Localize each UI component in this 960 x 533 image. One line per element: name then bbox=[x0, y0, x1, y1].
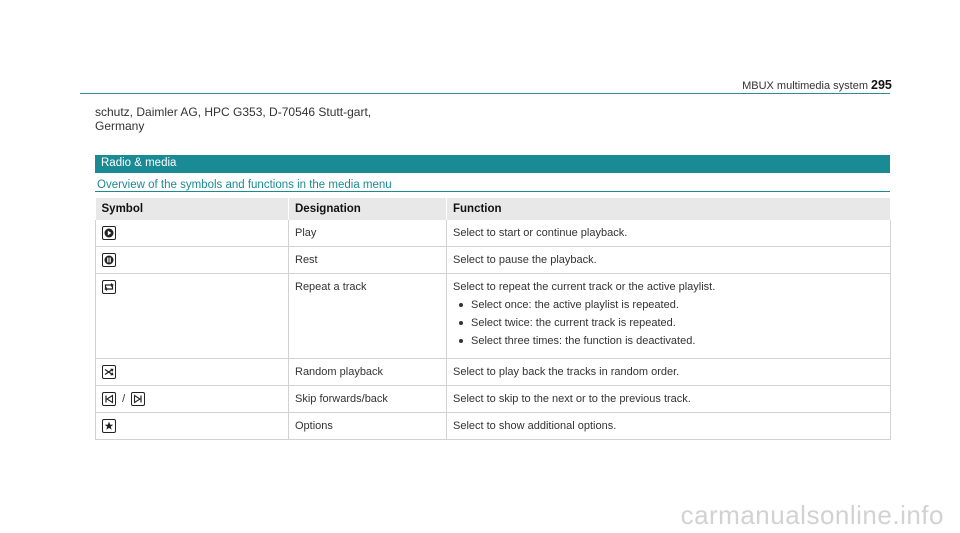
designation-cell: Skip forwards/back bbox=[289, 386, 447, 413]
table-row bbox=[96, 274, 891, 359]
designation-cell: Random playback bbox=[289, 359, 447, 386]
column-header-function: Function bbox=[447, 198, 891, 220]
subsection-title: Overview of the symbols and functions in the media menu bbox=[97, 179, 392, 191]
function-text: Select to repeat the current track or the active playlist. bbox=[453, 281, 716, 294]
designation-cell: Rest bbox=[289, 247, 447, 274]
star-icon bbox=[102, 419, 116, 433]
subsection-rule bbox=[95, 191, 890, 192]
section-title: Radio & media bbox=[101, 157, 177, 169]
symbol-cell bbox=[96, 359, 289, 386]
symbol-cell bbox=[96, 274, 289, 359]
skip-back-icon bbox=[102, 392, 116, 406]
watermark: carmanualsonline.info bbox=[680, 500, 944, 530]
table-row bbox=[96, 413, 891, 440]
repeat-icon bbox=[102, 280, 116, 294]
function-cell: Select to show additional options. bbox=[447, 413, 891, 440]
function-cell: Select to start or continue playback. bbox=[447, 220, 891, 247]
designation-cell: Play bbox=[289, 220, 447, 247]
skip-forward-icon bbox=[131, 392, 145, 406]
table-row bbox=[96, 386, 891, 413]
symbol-cell bbox=[96, 386, 289, 413]
symbol-cell bbox=[96, 413, 289, 440]
symbol-cell bbox=[96, 247, 289, 274]
shuffle-icon bbox=[102, 365, 116, 379]
page-number: 295 bbox=[871, 78, 892, 92]
function-cell: Select to pause the playback. bbox=[447, 247, 891, 274]
function-cell bbox=[447, 274, 891, 359]
header-rule bbox=[80, 93, 890, 94]
table-header-row bbox=[96, 198, 891, 220]
list-item: Select three times: the function is deactivated. bbox=[471, 334, 884, 348]
list-item: Select twice: the current track is repeated. bbox=[471, 316, 884, 330]
list-item: Select once: the active playlist is repeated. bbox=[471, 298, 884, 312]
bullet-list bbox=[453, 298, 884, 348]
function-cell: Select to skip to the next or to the previous track. bbox=[447, 386, 891, 413]
designation-cell: Repeat a track bbox=[289, 274, 447, 359]
header-title: MBUX multimedia system bbox=[742, 80, 868, 92]
play-icon bbox=[102, 226, 116, 240]
pause-icon bbox=[102, 253, 116, 267]
column-header-symbol: Symbol bbox=[96, 198, 289, 220]
section-bar bbox=[95, 155, 890, 173]
intro-text: schutz, Daimler AG, HPC G353, D-70546 Stutt-gart, Germany bbox=[95, 105, 372, 133]
table-row bbox=[96, 220, 891, 247]
designation-cell: Options bbox=[289, 413, 447, 440]
table-row bbox=[96, 359, 891, 386]
symbol-cell bbox=[96, 220, 289, 247]
page-header bbox=[0, 0, 960, 100]
symbols-table bbox=[95, 198, 891, 440]
function-cell: Select to play back the tracks in random order. bbox=[447, 359, 891, 386]
symbol-separator: / bbox=[122, 393, 126, 406]
table-row bbox=[96, 247, 891, 274]
column-header-designation: Designation bbox=[289, 198, 447, 220]
